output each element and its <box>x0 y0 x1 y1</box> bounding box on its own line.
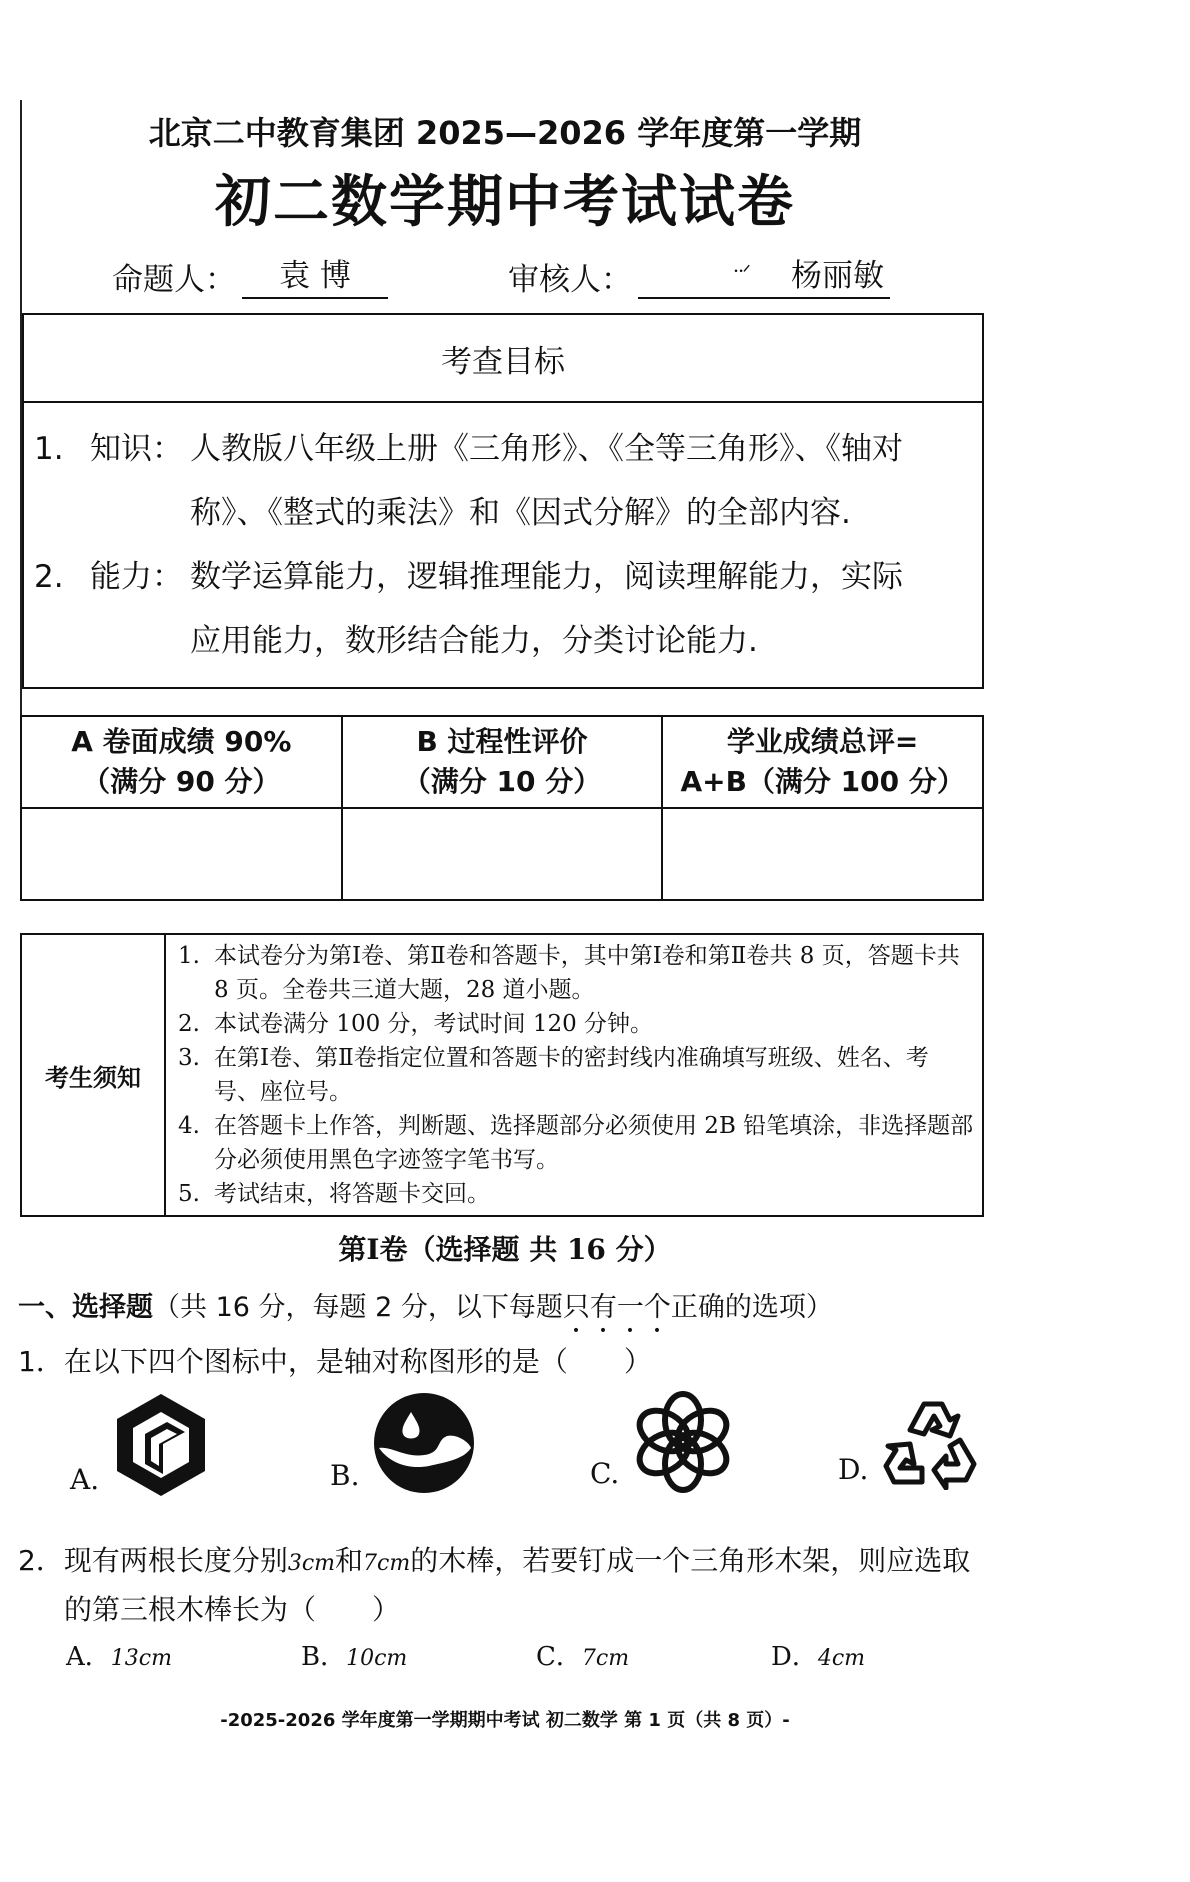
exam-title: 初二数学期中考试试卷 <box>215 170 795 235</box>
author-line <box>112 250 890 299</box>
notice-text: 本试卷分为第Ⅰ卷、第Ⅱ卷和答题卡，其中第Ⅰ卷和第Ⅱ卷共 8 页，答题卡共 8 页。全卷共三道大题，28 道小题。 <box>214 943 960 1003</box>
score-header-line: A 卷面成绩 90% <box>71 725 292 758</box>
notice-item <box>178 1177 974 1211</box>
q1-option-c[interactable] <box>590 1390 735 1494</box>
q1-option-a[interactable] <box>70 1390 211 1500</box>
stem-text: 的木棒，若要钉成一个三角形木架，则应选取 <box>410 1544 971 1577</box>
score-cell-total[interactable] <box>662 808 983 900</box>
goal-label: 能力： <box>90 559 183 595</box>
goal-text-continued: 称》、《整式的乘法》和《因式分解》的全部内容. <box>190 495 851 531</box>
mcq-heading-label: 一、选择题 <box>18 1292 153 1323</box>
water-drop-hand-circle-icon <box>371 1390 477 1496</box>
signature-mark: ᠃ᐟ <box>729 260 751 284</box>
option-label: A． <box>66 1642 111 1672</box>
score-header-line: 学业成绩总评= <box>726 725 919 758</box>
option-label: C. <box>590 1457 620 1490</box>
goals-table <box>22 313 984 689</box>
proposer-name: 袁 博 <box>242 250 388 299</box>
recycle-arrows-icon <box>880 1390 980 1490</box>
score-header-line: （满分 90 分） <box>82 765 281 798</box>
q2-option-c[interactable] <box>536 1636 771 1673</box>
notice-number: 5. <box>178 1181 200 1207</box>
notice-item <box>178 1007 974 1041</box>
option-label: A. <box>70 1463 100 1496</box>
score-header-a <box>21 716 342 808</box>
notice-items <box>165 934 983 1216</box>
option-label: D. <box>838 1453 869 1486</box>
notice-number: 1. <box>178 943 200 969</box>
goal-label: 知识： <box>90 431 183 467</box>
option-label: B． <box>301 1642 347 1672</box>
goal-number: 1. <box>34 431 64 467</box>
goals-heading: 考查目标 <box>23 314 983 402</box>
goal-item-knowledge <box>34 417 966 481</box>
question-2-stem <box>18 1538 998 1633</box>
reviewer-field <box>638 250 890 299</box>
school-heading: 北京二中教育集团 2025—2026 学年度第一学期 <box>148 114 862 152</box>
notice-number: 3. <box>178 1045 200 1071</box>
q2-options <box>66 1636 1006 1673</box>
score-cell-a[interactable] <box>21 808 342 900</box>
score-header-total <box>662 716 983 808</box>
goals-body <box>23 402 983 688</box>
stem-text: 2．现有两根长度分别 <box>18 1544 288 1577</box>
option-value: 4cm <box>817 1646 866 1671</box>
q2-option-d[interactable] <box>771 1636 1006 1673</box>
hexagon-cube-icon <box>111 1390 211 1500</box>
proposer-label: 命题人： <box>112 262 236 298</box>
notice-number: 2. <box>178 1011 200 1037</box>
notice-text: 在答题卡上作答，判断题、选择题部分必须使用 2B 铅笔填涂，非选择题部分必须使用黑色字迹签字笔书写。 <box>214 1113 974 1173</box>
mcq-heading <box>18 1285 833 1339</box>
goal-text: 人教版八年级上册《三角形》、《全等三角形》、《轴对 <box>190 431 903 467</box>
notice-item <box>178 1041 974 1109</box>
option-value: 13cm <box>110 1646 172 1671</box>
option-value: 10cm <box>346 1646 408 1671</box>
question-2-line-1 <box>18 1538 998 1587</box>
q2-option-a[interactable] <box>66 1636 301 1673</box>
interlaced-knot-icon <box>631 1390 735 1494</box>
notice-number: 4. <box>178 1113 200 1139</box>
goal-number: 2. <box>34 559 64 595</box>
mcq-heading-pre: （共 16 分，每题 2 分，以下每题 <box>153 1292 563 1323</box>
question-2-line-2: 的第三根木棒长为（ ） <box>64 1593 401 1626</box>
goal-item-ability <box>34 545 966 609</box>
score-table <box>20 715 984 901</box>
notice-table <box>20 933 984 1217</box>
option-label: B. <box>330 1459 360 1492</box>
q1-option-b[interactable] <box>330 1390 477 1496</box>
section-title: 第Ⅰ卷（选择题 共 16 分） <box>338 1233 672 1266</box>
notice-item <box>178 1109 974 1177</box>
length-value: 3cm <box>287 1551 336 1576</box>
notice-text: 本试卷满分 100 分，考试时间 120 分钟。 <box>214 1011 654 1037</box>
goal-text: 数学运算能力，逻辑推理能力，阅读理解能力，实际 <box>190 559 903 595</box>
option-label: D． <box>771 1642 818 1672</box>
notice-text: 考试结束，将答题卡交回。 <box>214 1181 490 1207</box>
q1-option-d[interactable] <box>838 1390 980 1490</box>
q2-option-b[interactable] <box>301 1636 536 1673</box>
notice-item <box>178 939 974 1007</box>
goal-text-continued: 应用能力，数形结合能力，分类讨论能力. <box>190 623 758 659</box>
score-header-b <box>342 716 663 808</box>
option-label: C． <box>536 1642 582 1672</box>
notice-text: 在第Ⅰ卷、第Ⅱ卷指定位置和答题卡的密封线内准确填写班级、姓名、考号、座位号。 <box>214 1045 929 1105</box>
score-header-line: B 过程性评价 <box>416 725 588 758</box>
score-cell-b[interactable] <box>342 808 663 900</box>
length-value: 7cm <box>363 1551 411 1576</box>
page-footer: -2025-2026 学年度第一学期期中考试 初二数学 第 1 页（共 8 页）- <box>220 1710 790 1731</box>
option-value: 7cm <box>581 1646 630 1671</box>
question-1-stem: 1．在以下四个图标中，是轴对称图形的是（ ） <box>18 1345 652 1378</box>
mcq-heading-post: 正确的选项） <box>670 1292 833 1323</box>
reviewer-label: 审核人： <box>508 262 632 298</box>
score-header-line: （满分 10 分） <box>402 765 602 798</box>
reviewer-name: 杨丽敏 <box>791 258 884 294</box>
score-header-line: A+B（满分 100 分） <box>680 765 965 798</box>
mcq-heading-emphasis: 只有一个 <box>562 1292 671 1323</box>
stem-text: 和 <box>335 1544 364 1577</box>
notice-label: 考生须知 <box>21 934 165 1216</box>
